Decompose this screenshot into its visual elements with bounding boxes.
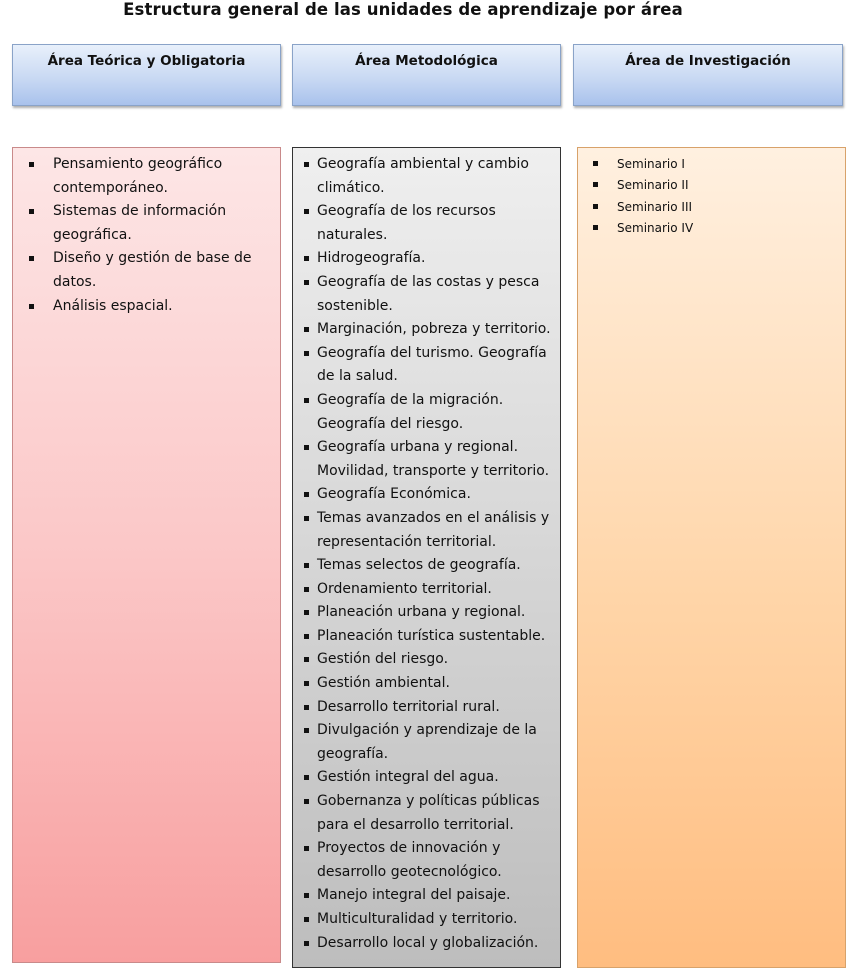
header-area-investigacion: Área de Investigación [573,44,843,106]
list-item [587,218,837,239]
list-item-text: Hidrogeografía. [317,250,426,267]
list-item [302,200,552,247]
list-item [302,318,552,342]
list-item [302,271,552,318]
list-item [21,153,272,200]
list-item-text: Sistemas de información geográfica. [53,203,227,243]
list-item-text: Geografía de los recursos naturales. [317,203,496,243]
list-item [587,175,837,196]
list-item-text: Diseño y gestión de base de datos. [53,250,252,290]
list-item-text: Temas selectos de geografía. [317,557,521,574]
column-area-metodologica [292,147,561,968]
list-item [302,342,552,389]
list-item-text: Planeación turística sustentable. [317,627,546,644]
list-item [302,389,552,436]
list-item [302,507,552,554]
list-item-text: Geografía de las costas y pesca sostenible. [317,273,540,314]
list-item [302,601,552,625]
list-item [302,153,552,200]
list-item-text: Divulgación y aprendizaje de la geografía. [317,722,537,762]
header-area-teorica: Área Teórica y Obligatoria [12,44,281,106]
list-item-text: Manejo integral del paisaje. [317,887,511,904]
list-item [302,766,552,790]
list-item [21,200,272,247]
list-item [21,247,272,294]
column-area-investigacion [577,147,846,968]
list-item-text: Planeación urbana y regional. [317,604,526,621]
list-item-text: Proyectos de innovación y desarrollo geotecnológico. [317,840,502,880]
list-item [21,295,272,319]
list-teorica [13,148,280,318]
list-item [302,884,552,908]
list-item-text: Multiculturalidad y territorio. [317,911,518,927]
list-item [302,932,552,956]
list-item [302,554,552,578]
list-item-text: Desarrollo local y globalización. [317,934,539,951]
list-item-text: Geografía Económica. [317,486,471,503]
list-item [302,696,552,720]
list-item-text: Análisis espacial. [53,297,173,314]
list-item-text: Desarrollo territorial rural. [317,698,500,715]
list-item [302,837,552,884]
list-item [302,578,552,602]
diagram-title: Estructura general de las unidades de aprendizaje por área [123,0,683,19]
list-item [302,483,552,507]
list-item-text: Seminario I [617,157,685,171]
list-item [302,719,552,766]
list-item [587,197,837,218]
list-item-text: Gestión integral del agua. [317,769,499,786]
list-item-text: Geografía ambiental y cambio climático. [317,156,529,196]
list-item-text: Gestión ambiental. [317,675,450,692]
list-item [302,247,552,271]
column-area-teorica [12,147,281,963]
list-item-text: Geografía del turismo. Geografía de la salud. [317,344,547,385]
list-item-text: Seminario III [617,199,693,214]
list-item-text: Gestión del riesgo. [317,651,449,668]
list-item-text: Pensamiento geográfico contemporáneo. [53,156,223,196]
list-item-text: Gobernanza y políticas públicas para el desarrollo territorial. [317,793,540,833]
list-item [302,908,552,932]
list-item-text: Temas avanzados en el análisis y representación territorial. [317,509,550,550]
list-item [302,625,552,649]
list-item [587,154,837,175]
list-item-text: Geografía de la migración. Geografía del riesgo. [317,391,504,432]
list-item [302,648,552,672]
list-item-text: Marginación, pobreza y territorio. [317,321,551,338]
list-item-text: Seminario II [617,178,689,193]
list-investigacion [578,148,845,239]
list-item-text: Geografía urbana y regional. Movilidad, transporte y territorio. [317,439,550,479]
list-item-text: Ordenamiento territorial. [317,580,492,597]
list-item-text: Seminario IV [617,220,694,235]
list-item [302,790,552,837]
list-item [302,672,552,696]
list-metodologica [293,148,560,955]
header-area-metodologica: Área Metodológica [292,44,561,106]
list-item [302,436,552,483]
